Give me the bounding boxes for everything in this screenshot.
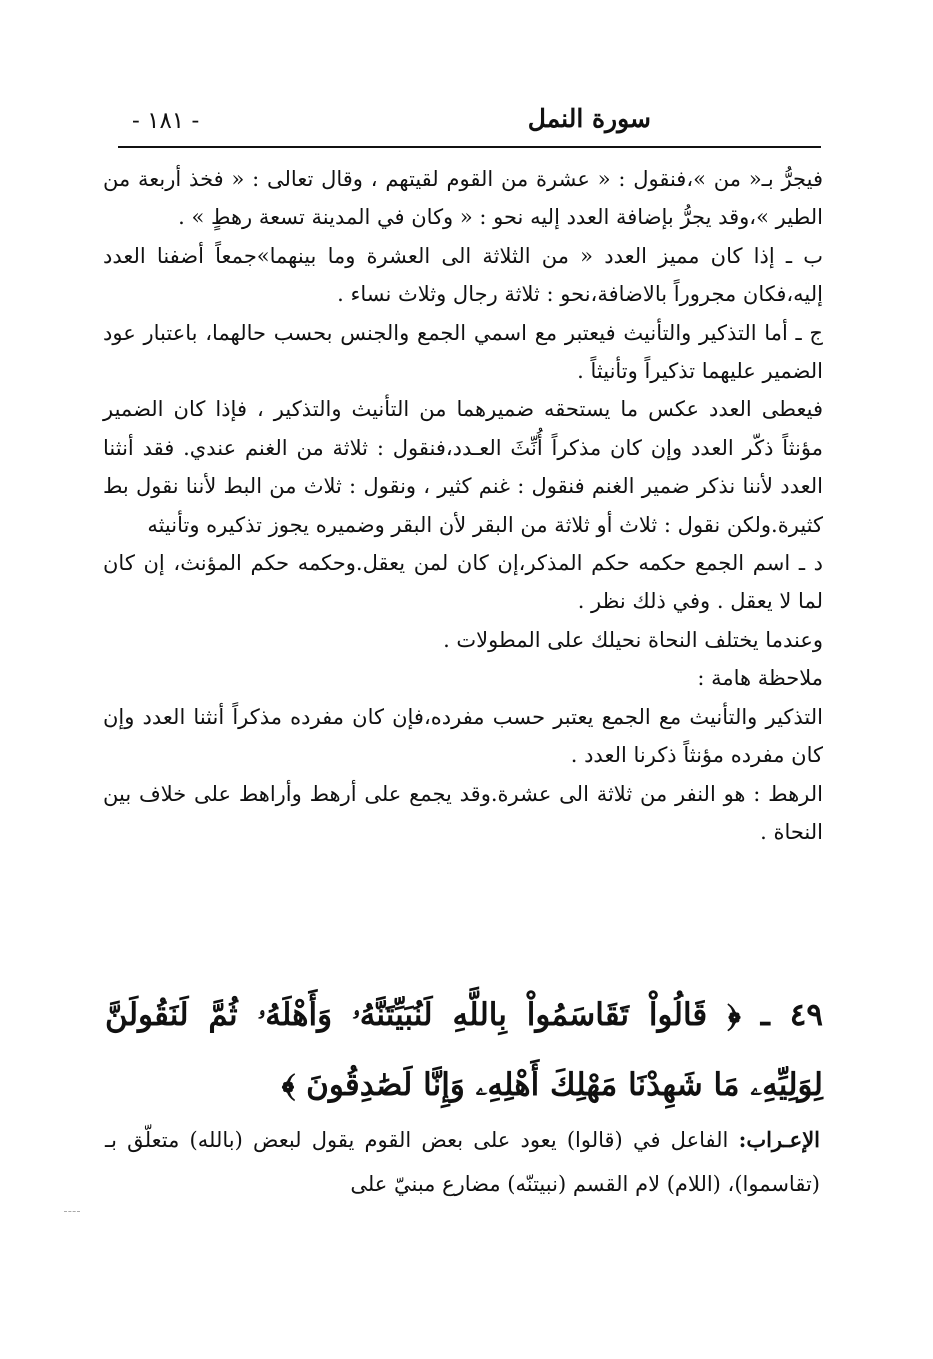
paragraph: د ـ اسم الجمع حكمه حكم المذكر،إن كان لمن يعقل.وحكمه حكم المؤنث، إن كان لما لا يعقل . وفي ذلك نظر .	[103, 551, 823, 614]
commentary-body	[103, 160, 823, 851]
page-header	[118, 100, 821, 144]
irab-section	[105, 1118, 820, 1206]
irab-label: الإعـراب:	[738, 1127, 820, 1152]
quran-verse: ٤٩ ـ ﴿ قَالُواْ تَقَاسَمُواْ بِاللَّهِ لَنُبَيِّتَنَّهُۥ وَأَهْلَهُۥ ثُمَّ لَنَقُولَنَّ لِوَلِيِّهِۦ مَا شَهِدْنَا مَهْلِكَ أَهْلِهِۦ وَإِنَّا لَصَٰدِقُونَ ﴾	[105, 997, 823, 1103]
surah-title: سورة النمل	[527, 104, 651, 133]
paragraph: فيعطى العدد عكس ما يستحقه ضميرهما من التأنيث والتذكير ، فإذا كان الضمير مؤنثاً ذكّر العدد وإن كان مذكراً أُنِّثَ العـدد،فنقول : ثلاثة من الغنم عندي. فقد أنثنا العدد لأننا نذكر ضمير الغنم فنقول : غنم كثير ، ونقول : ثلاث من البط لأننا نقول بط كثيرة.ولكن نقول : ثلاث أو ثلاثة من البقر لأن البقر وضميره يجوز تذكيره وتأنيثه	[103, 397, 823, 537]
margin-mark	[64, 1211, 80, 1212]
paragraph: التذكير والتأنيث مع الجمع يعتبر حسب مفرده،فإن كان مفرده مذكراً أنثنا العدد وإن كان مفرده مؤنثاً ذكرنا العدد .	[103, 704, 823, 768]
irab-text: الفاعل في (قالوا) يعود على بعض القوم يقول لبعض (بالله) متعلّق بـ (تقاسموا)، (اللام) لام القسم (نبيتنّه) مضارع مبنيّ على	[105, 1128, 820, 1196]
paragraph: الرهط : هو النفر من ثلاثة الى عشرة.وقد يجمع على أرهط وأراهط على خلاف بين النحاة .	[103, 781, 823, 844]
paragraph: وعندما يختلف النحاة نحيلك على المطولات .	[443, 627, 823, 652]
paragraph: فيجرُّ بـ« من »،فنقول : « عشرة من القوم لقيتهم ، وقال تعالى : « فخذ أربعة من الطير »،وقد يجرُّ بإضافة العدد إليه نحو : « وكان في المدينة تسعة رهطٍ » .	[103, 167, 823, 230]
page-number: - ١٨١ -	[132, 108, 200, 134]
paragraph: ج ـ أما التذكير والتأنيث فيعتبر مع اسمي الجمع والجنس بحسب حالهما، باعتبار عود الضمير عليهما تذكيراً وتأنيثاً .	[103, 320, 823, 384]
header-rule	[118, 146, 821, 148]
paragraph: ب ـ إذا كان مميز العدد « من الثلاثة الى العشرة وما بينهما»جمعاً أضفنا العدد إليه،فكان مجروراً بالاضافة،نحو : ثلاثة رجال وثلاث نساء .	[103, 243, 823, 307]
note-heading: ملاحظة هامة :	[697, 666, 823, 691]
